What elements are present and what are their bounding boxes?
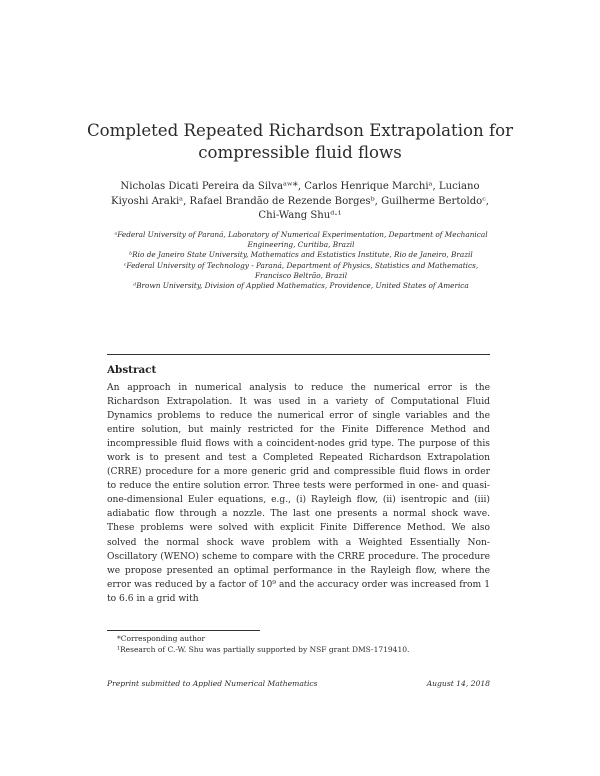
affiliation-d: ᵈBrown University, Division of Applied Mathematics, Providence, United States of America <box>133 281 469 291</box>
authors-line-1: Nicholas Dicati Pereira da Silvaᵃʷ*, Carlos Henrique Marchiᵃ, Luciano <box>120 181 480 192</box>
abstract-top-rule <box>107 354 490 355</box>
footnote-corresponding: *Corresponding author <box>117 634 206 643</box>
affiliation-b: ᵇRio de Janeiro State University, Mathematics and Estatistics Institute, Rio de Janeiro, Brazil <box>129 250 473 260</box>
affiliation-a: ᵃFederal University of Paraná, Laboratory of Numerical Experimentation, Department of Mechanical Engineering, Curitiba, Brazil <box>114 230 488 250</box>
affiliation-c: ᶜFederal University of Technology - Paraná, Department of Physics, Statistics and Mathematics, Francisco Beltrão, Brazil <box>123 260 479 280</box>
abstract-heading: Abstract <box>107 364 157 376</box>
footnote-funding: ¹Research of C.-W. Shu was partially supported by NSF grant DMS-1719410. <box>117 645 410 654</box>
footer-date: August 14, 2018 <box>426 679 490 688</box>
affiliations <box>112 230 490 291</box>
footnotes <box>117 633 497 655</box>
authors-line-2: Kiyoshi Arakiᵃ, Rafael Brandão de Rezende Borgesᵇ, Guilherme Bertoldoᶜ, <box>111 195 489 207</box>
authors-line-3: Chi-Wang Shuᵈ·¹ <box>258 210 342 222</box>
footnote-rule <box>107 630 260 631</box>
title-line-1: Completed Repeated Richardson Extrapolation for <box>86 121 514 140</box>
author-list <box>80 180 520 224</box>
title-line-2: compressible fluid flows <box>198 142 402 162</box>
footer-journal: Preprint submitted to Applied Numerical Mathematics <box>107 679 318 688</box>
paper-title <box>60 120 540 163</box>
abstract-body <box>107 381 490 606</box>
abstract-text: An approach in numerical analysis to reduce the numerical error is the Richardson Extrapolation. It was used in a variety of Computational Fluid Dynamics problems to reduce the numerical error of single variables and the entire solution, but mainly restricted for the Finite Difference Method and incompressible fluid flows with a coincident-nodes grid type. The purpose of this work is to present and test a Completed Repeated Richardson Extrapolation (CRRE) procedure for a more generic grid and compressible fluid flows in order to reduce the entire solution error. Three tests were performed in one- and quasi-one-dimensional Euler equations, e.g., (i) Rayleigh flow, (ii) isentropic and (iii) adiabatic flow through a nozzle. The last one presents a normal shock wave. These problems were solved with explicit Finite Difference Method. We also solved the normal shock wave problem with a Weighted Essentially Non-Oscillatory (WENO) scheme to compare with the CRRE procedure. The procedure we propose presented an optimal performance in the Rayleigh flow, where the error was reduced by a factor of 10⁹ and the accuracy order was increased from 1 to 6.6 in a grid with <box>107 383 490 604</box>
